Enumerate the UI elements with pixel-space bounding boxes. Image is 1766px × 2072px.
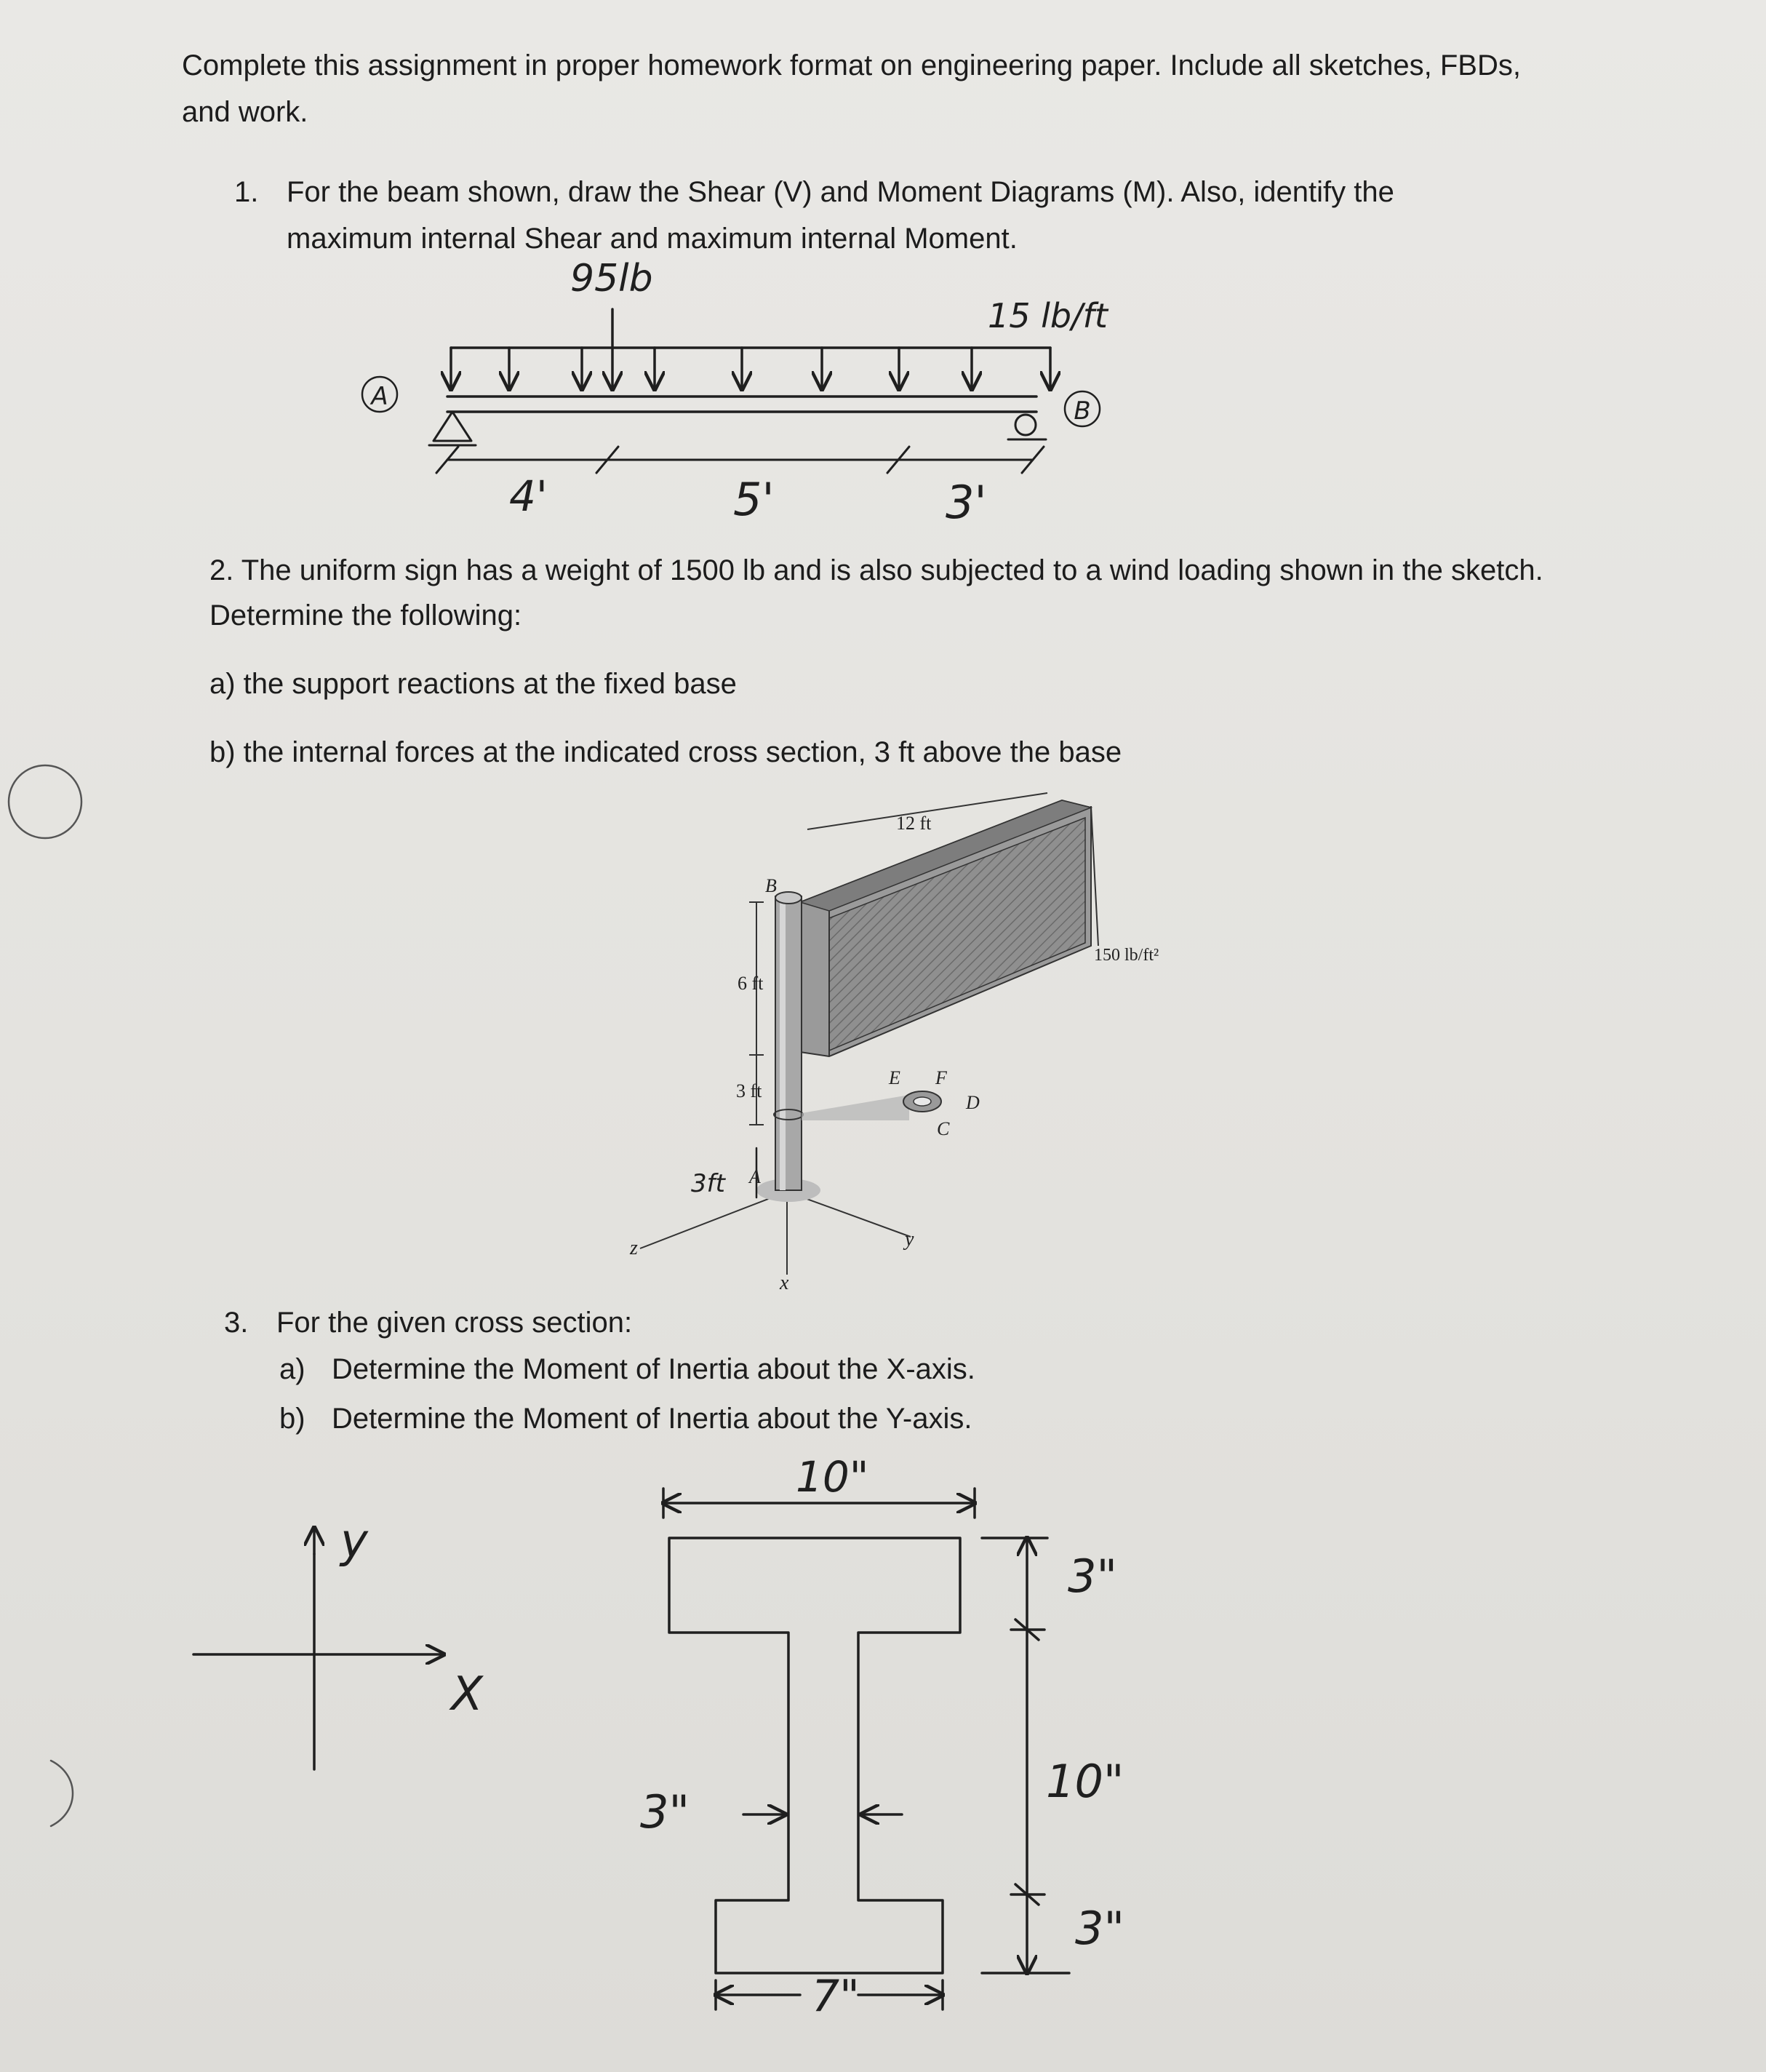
distributed-load [451, 348, 1050, 389]
point-a-label: A [749, 1166, 761, 1187]
problem-3-part-a-text: Determine the Moment of Inertia about the X-axis. [332, 1353, 975, 1385]
point-f-label: F [935, 1067, 947, 1088]
support-a-pin [429, 412, 476, 445]
point-d-label: D [966, 1092, 980, 1113]
point-b-label: B [765, 875, 777, 896]
web-width-label: 3" [640, 1785, 690, 1838]
sign-width-label: 12 ft [896, 813, 932, 834]
sign-axes [640, 1192, 911, 1275]
beam-dimension-line [436, 447, 1044, 473]
problem-3-number: 3. [224, 1307, 249, 1339]
axis-x-label: x [780, 1272, 789, 1294]
beam-dim-4ft: 4' [509, 471, 548, 521]
axis-y-label: y [905, 1228, 914, 1251]
problem-1-number: 1. [234, 176, 259, 208]
top-width-label: 10" [796, 1452, 869, 1502]
sign-panel [800, 800, 1091, 1056]
dim-6ft-label: 6 ft [738, 973, 764, 994]
dim-3ft-hand-label: 3ft [691, 1169, 725, 1198]
point-e-label: E [889, 1067, 900, 1088]
problem-3-text: For the given cross section: [276, 1307, 633, 1339]
dim-3ft-label: 3 ft [736, 1080, 762, 1101]
bottom-flange-label: 3" [1075, 1902, 1124, 1955]
problem-2-part-b: b) the internal forces at the indicated cross section, 3 ft above the base [209, 736, 1122, 768]
instructions-line-2: and work. [182, 96, 308, 128]
instructions-line-1: Complete this assignment in proper homework format on engineering paper. Include all sketches, FBDs, [182, 49, 1521, 81]
top-flange-label: 3" [1068, 1550, 1117, 1603]
problem-1-line-2: maximum internal Shear and maximum internal Moment. [287, 223, 1018, 255]
beam [447, 397, 1036, 412]
support-b-roller [1008, 415, 1046, 439]
problem-2-line-1: 2. The uniform sign has a weight of 1500 lb and is also subjected to a wind loading shown in the sketch. [209, 554, 1543, 586]
axis-z-label: z [630, 1237, 638, 1259]
i-section-outline [669, 1538, 960, 1973]
support-b-label [1065, 391, 1100, 426]
sign-figure [629, 793, 1159, 1294]
problem-1-text-1: For the beam shown, draw the Shear (V) and Moment Diagrams (M). Also, identify the [287, 176, 1394, 208]
beam-figure [362, 257, 1109, 529]
point-c-label: C [937, 1118, 950, 1139]
problem-2-part-a: a) the support reactions at the fixed base [209, 668, 737, 700]
xy-axes [193, 1528, 444, 1769]
web-height-label: 10" [1046, 1755, 1124, 1808]
problem-3-part-b-label: b) [279, 1403, 305, 1435]
margin-circle-doodle [9, 765, 81, 1826]
cross-section-figure [193, 1452, 1124, 2022]
problem-3-part-b-text: Determine the Moment of Inertia about the Y-axis. [332, 1403, 972, 1435]
section-shading [802, 1095, 909, 1120]
sign-pole [774, 892, 803, 1190]
problem-2-line-2: Determine the following: [209, 599, 522, 631]
svg-text:B: B [1074, 397, 1091, 426]
svg-text:A: A [371, 382, 388, 411]
axis-x-hand-label: X [451, 1667, 483, 1721]
cross-section-detail [903, 1091, 941, 1112]
point-load-label: 95lb [570, 257, 653, 300]
problem-3-part-a-label: a) [279, 1353, 305, 1385]
bottom-width-label: 7" [812, 1971, 860, 2022]
beam-dim-3ft: 3' [946, 476, 987, 529]
support-a-label [362, 377, 397, 412]
distributed-load-label: 15 lb/ft [988, 296, 1108, 335]
beam-dim-5ft: 5' [733, 473, 775, 526]
axis-y-hand-label: y [340, 1515, 368, 1569]
wind-load-label: 150 lb/ft² [1094, 946, 1159, 965]
